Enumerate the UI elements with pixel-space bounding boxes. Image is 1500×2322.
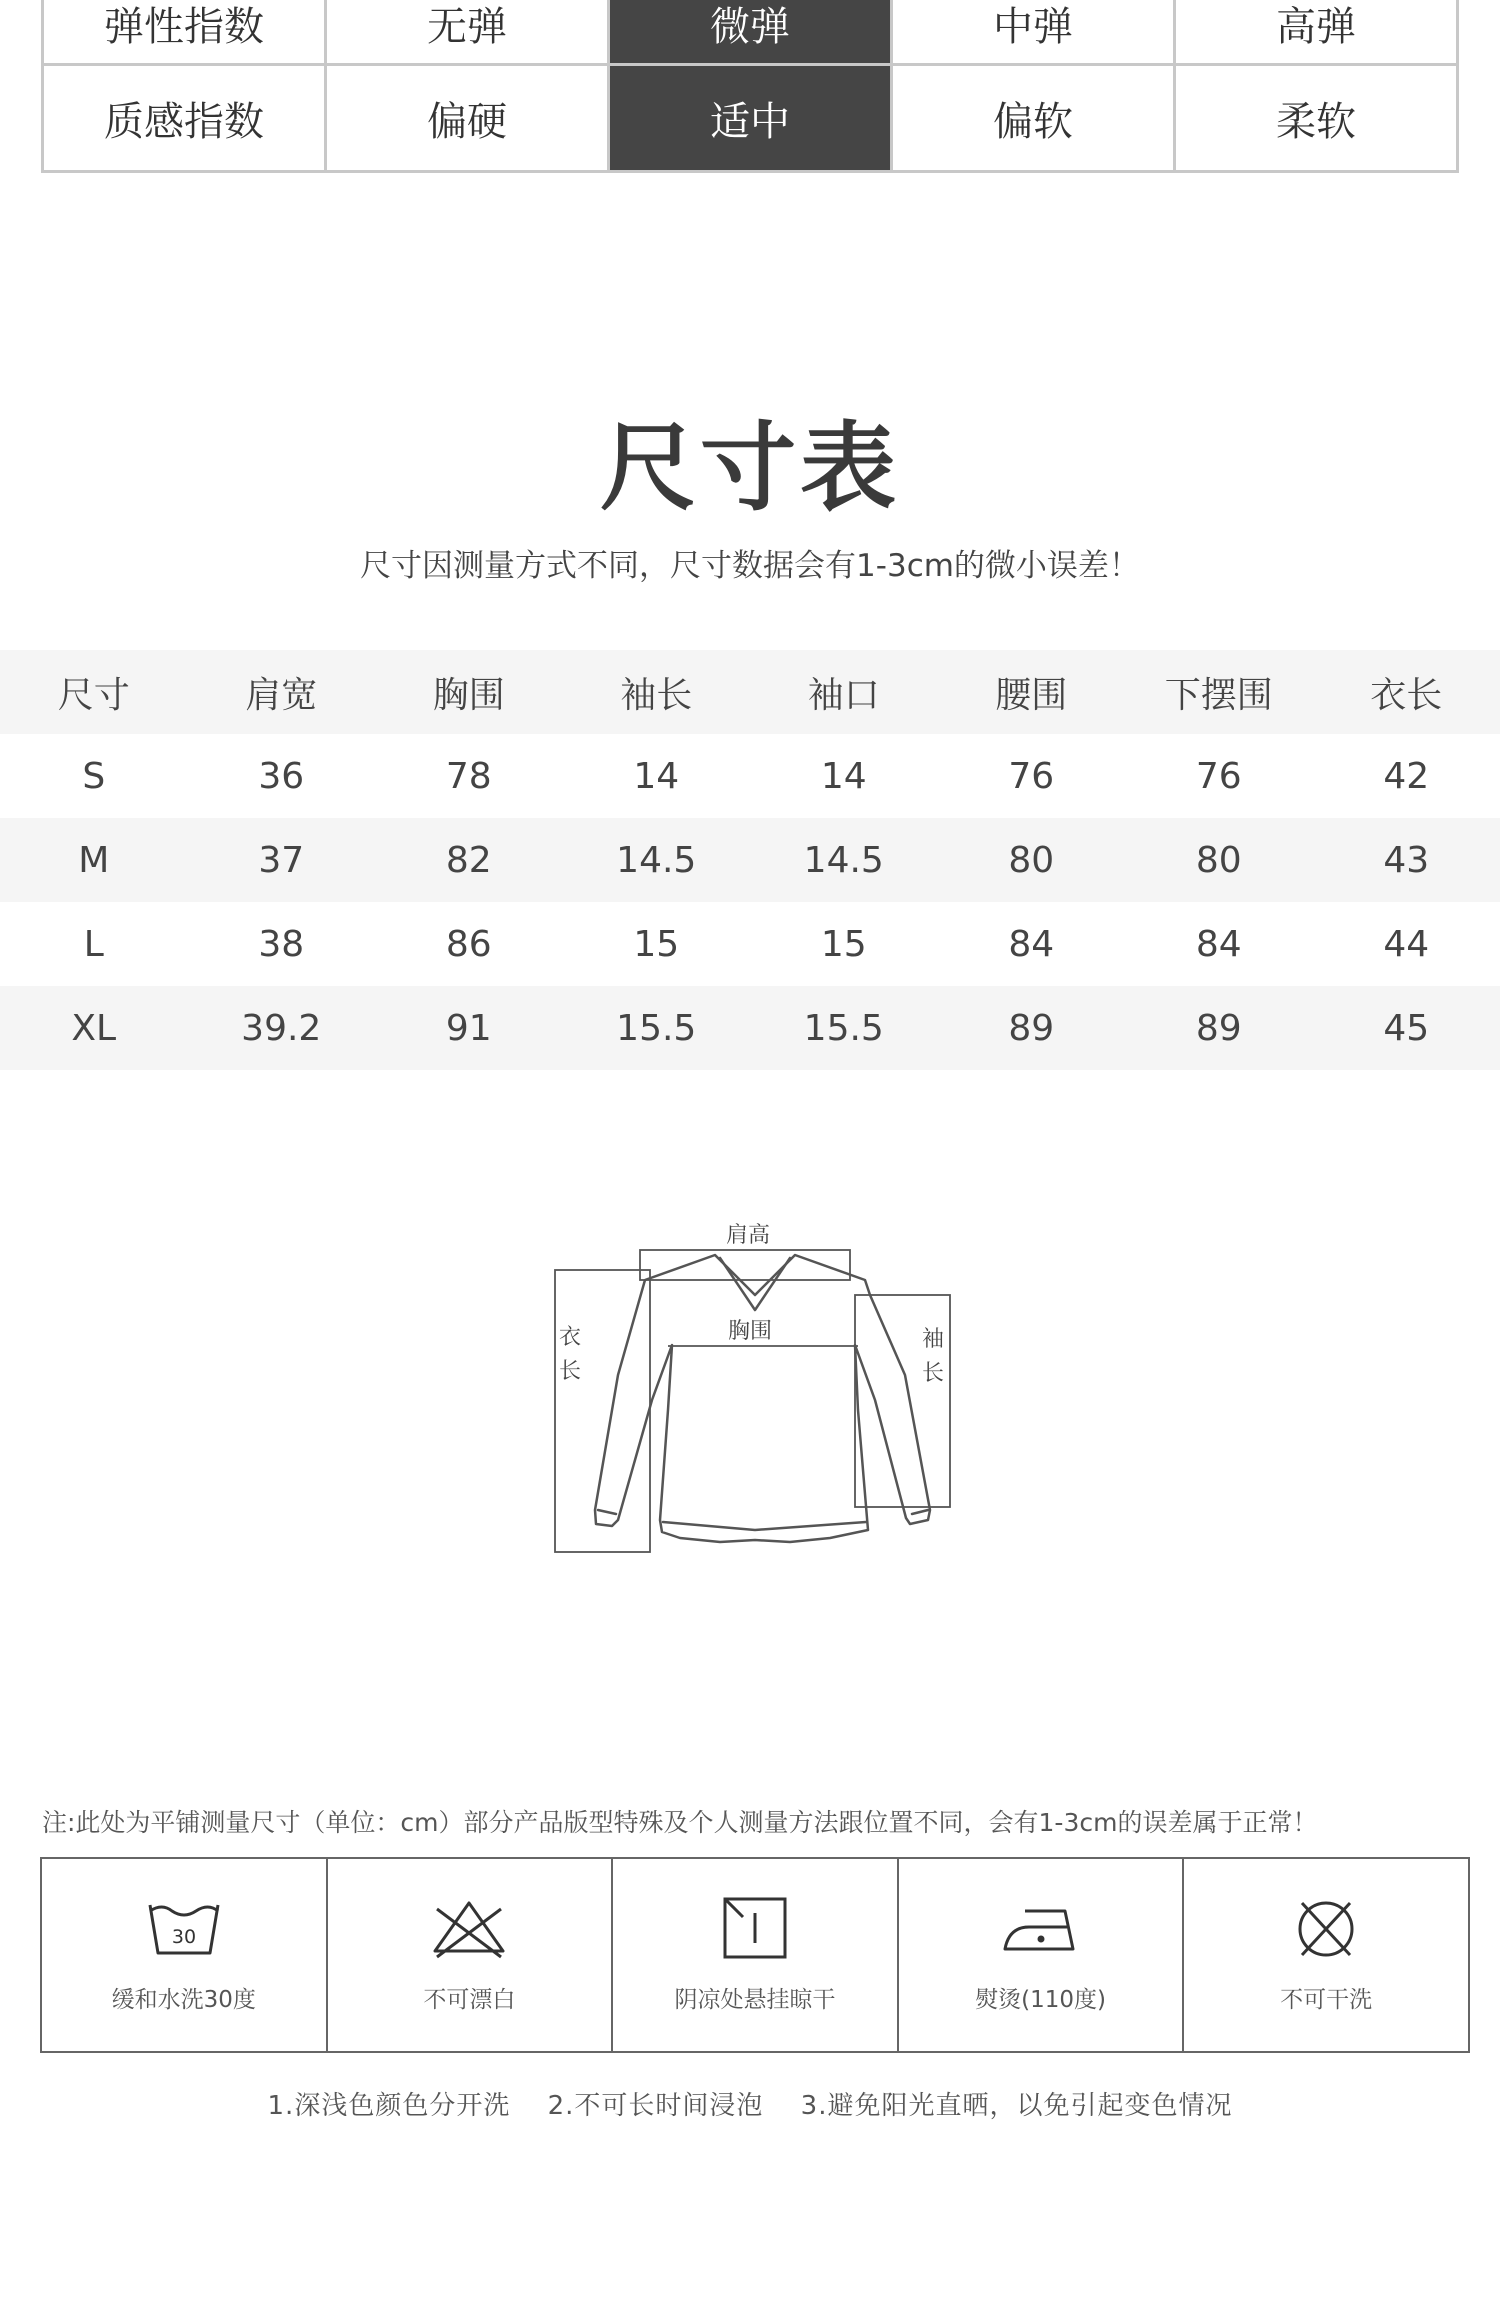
- wash-temperature: 30: [171, 1926, 196, 1948]
- table-cell: 14: [820, 755, 867, 797]
- length-label-top: 衣: [558, 1325, 582, 1350]
- texture-label: 质感指数: [43, 65, 326, 172]
- care-item-bleach: [328, 1859, 614, 2051]
- care-label: 缓和水洗30度: [111, 1987, 256, 2013]
- table-row: [0, 818, 1500, 902]
- table-cell: 89: [938, 986, 1126, 1070]
- header-cell: 胸围: [375, 650, 563, 734]
- tip-item: 2.不可长时间浸泡: [547, 2091, 764, 2121]
- table-cell: 80: [1125, 818, 1313, 902]
- table-cell: 15.5: [750, 986, 938, 1070]
- care-item-wash: [42, 1859, 328, 2051]
- table-cell: 14: [633, 755, 680, 797]
- texture-option: 偏硬: [326, 65, 609, 172]
- long-sleeve-shirt-icon: [540, 1220, 960, 1590]
- shoulder-label: 肩高: [725, 1223, 771, 1248]
- size-table: [0, 650, 1500, 1070]
- table-cell: 15: [633, 923, 680, 965]
- table-cell: 80: [938, 818, 1126, 902]
- header-cell: 肩宽: [188, 650, 376, 734]
- tip-item: 3.避免阳光直晒，以免引起变色情况: [800, 2091, 1233, 2121]
- header-cell: 腰围: [938, 650, 1126, 734]
- table-row: [0, 902, 1500, 986]
- iron-icon: [999, 1895, 1083, 1961]
- care-label: 熨烫(110度): [975, 1987, 1106, 2013]
- wash-30-icon: [142, 1895, 226, 1961]
- table-cell: 82: [375, 818, 563, 902]
- header-cell: 袖长: [563, 650, 751, 734]
- elasticity-row: [43, 0, 1458, 65]
- table-cell: 43: [1313, 818, 1500, 902]
- texture-option-selected: 适中: [609, 65, 892, 172]
- table-row: [0, 986, 1500, 1070]
- no-bleach-icon: [427, 1895, 511, 1961]
- table-cell: 76: [1008, 755, 1055, 797]
- elasticity-label: 弹性指数: [43, 0, 326, 65]
- header-cell: 衣长: [1313, 650, 1500, 734]
- care-item-dry: [613, 1859, 899, 2051]
- table-cell: 39.2: [188, 986, 376, 1070]
- sleeve-label-top: 袖: [921, 1327, 945, 1352]
- header-cell: 下摆围: [1125, 650, 1313, 734]
- no-dry-clean-icon: [1284, 1895, 1368, 1961]
- garment-diagram: [540, 1220, 960, 1590]
- table-cell: 76: [1195, 755, 1242, 797]
- care-label: 不可干洗: [1280, 1987, 1373, 2013]
- table-cell: 44: [1383, 923, 1430, 965]
- sleeve-label-bottom: 长: [921, 1361, 945, 1386]
- chest-label: 胸围: [727, 1319, 773, 1344]
- table-cell: 86: [445, 923, 492, 965]
- table-cell: 78: [445, 755, 492, 797]
- washing-tips: [0, 2085, 1500, 2122]
- table-row: [0, 734, 1500, 818]
- table-cell: 14.5: [750, 818, 938, 902]
- tip-item: 1.深浅色颜色分开洗: [267, 2091, 511, 2121]
- size-table-header: [0, 650, 1500, 734]
- care-item-iron: [899, 1859, 1185, 2051]
- table-cell: 36: [258, 755, 305, 797]
- texture-row: [43, 65, 1458, 172]
- care-item-dry-clean: [1184, 1859, 1468, 2051]
- table-cell: 91: [375, 986, 563, 1070]
- size-chart-subtitle: 尺寸因测量方式不同，尺寸数据会有1-3cm的微小误差！: [360, 548, 1140, 584]
- header-cell: 袖口: [750, 650, 938, 734]
- table-cell: 84: [1195, 923, 1242, 965]
- table-cell: 15: [820, 923, 867, 965]
- care-label: 不可漂白: [423, 1987, 516, 2013]
- elasticity-option: 高弹: [1175, 0, 1458, 65]
- table-cell: 38: [258, 923, 305, 965]
- care-label: 阴凉处悬挂晾干: [674, 1987, 836, 2013]
- table-cell: XL: [0, 986, 188, 1070]
- size-chart-title: 尺寸表: [600, 412, 900, 524]
- measurement-note: 注:此处为平铺测量尺寸（单位：cm）部分产品版型特殊及个人测量方法跟位置不同，会有1-3cm的误差属于正常！: [42, 1808, 1318, 1837]
- table-cell: 37: [188, 818, 376, 902]
- table-cell: 42: [1383, 755, 1430, 797]
- elasticity-option-selected: 微弹: [609, 0, 892, 65]
- header-cell: 尺寸: [0, 650, 188, 734]
- texture-option: 偏软: [892, 65, 1175, 172]
- fabric-index-table: [41, 0, 1459, 173]
- table-cell: 15.5: [563, 986, 751, 1070]
- table-cell: 45: [1313, 986, 1500, 1070]
- texture-option: 柔软: [1175, 65, 1458, 172]
- length-label-bottom: 长: [558, 1359, 582, 1384]
- table-cell: 14.5: [563, 818, 751, 902]
- elasticity-option: 无弹: [326, 0, 609, 65]
- table-cell: 84: [1008, 923, 1055, 965]
- table-cell: M: [0, 818, 188, 902]
- elasticity-option: 中弹: [892, 0, 1175, 65]
- hang-dry-shade-icon: [713, 1895, 797, 1961]
- table-cell: 89: [1125, 986, 1313, 1070]
- care-instructions: [40, 1857, 1470, 2053]
- table-cell: S: [82, 755, 106, 797]
- table-cell: L: [83, 923, 104, 965]
